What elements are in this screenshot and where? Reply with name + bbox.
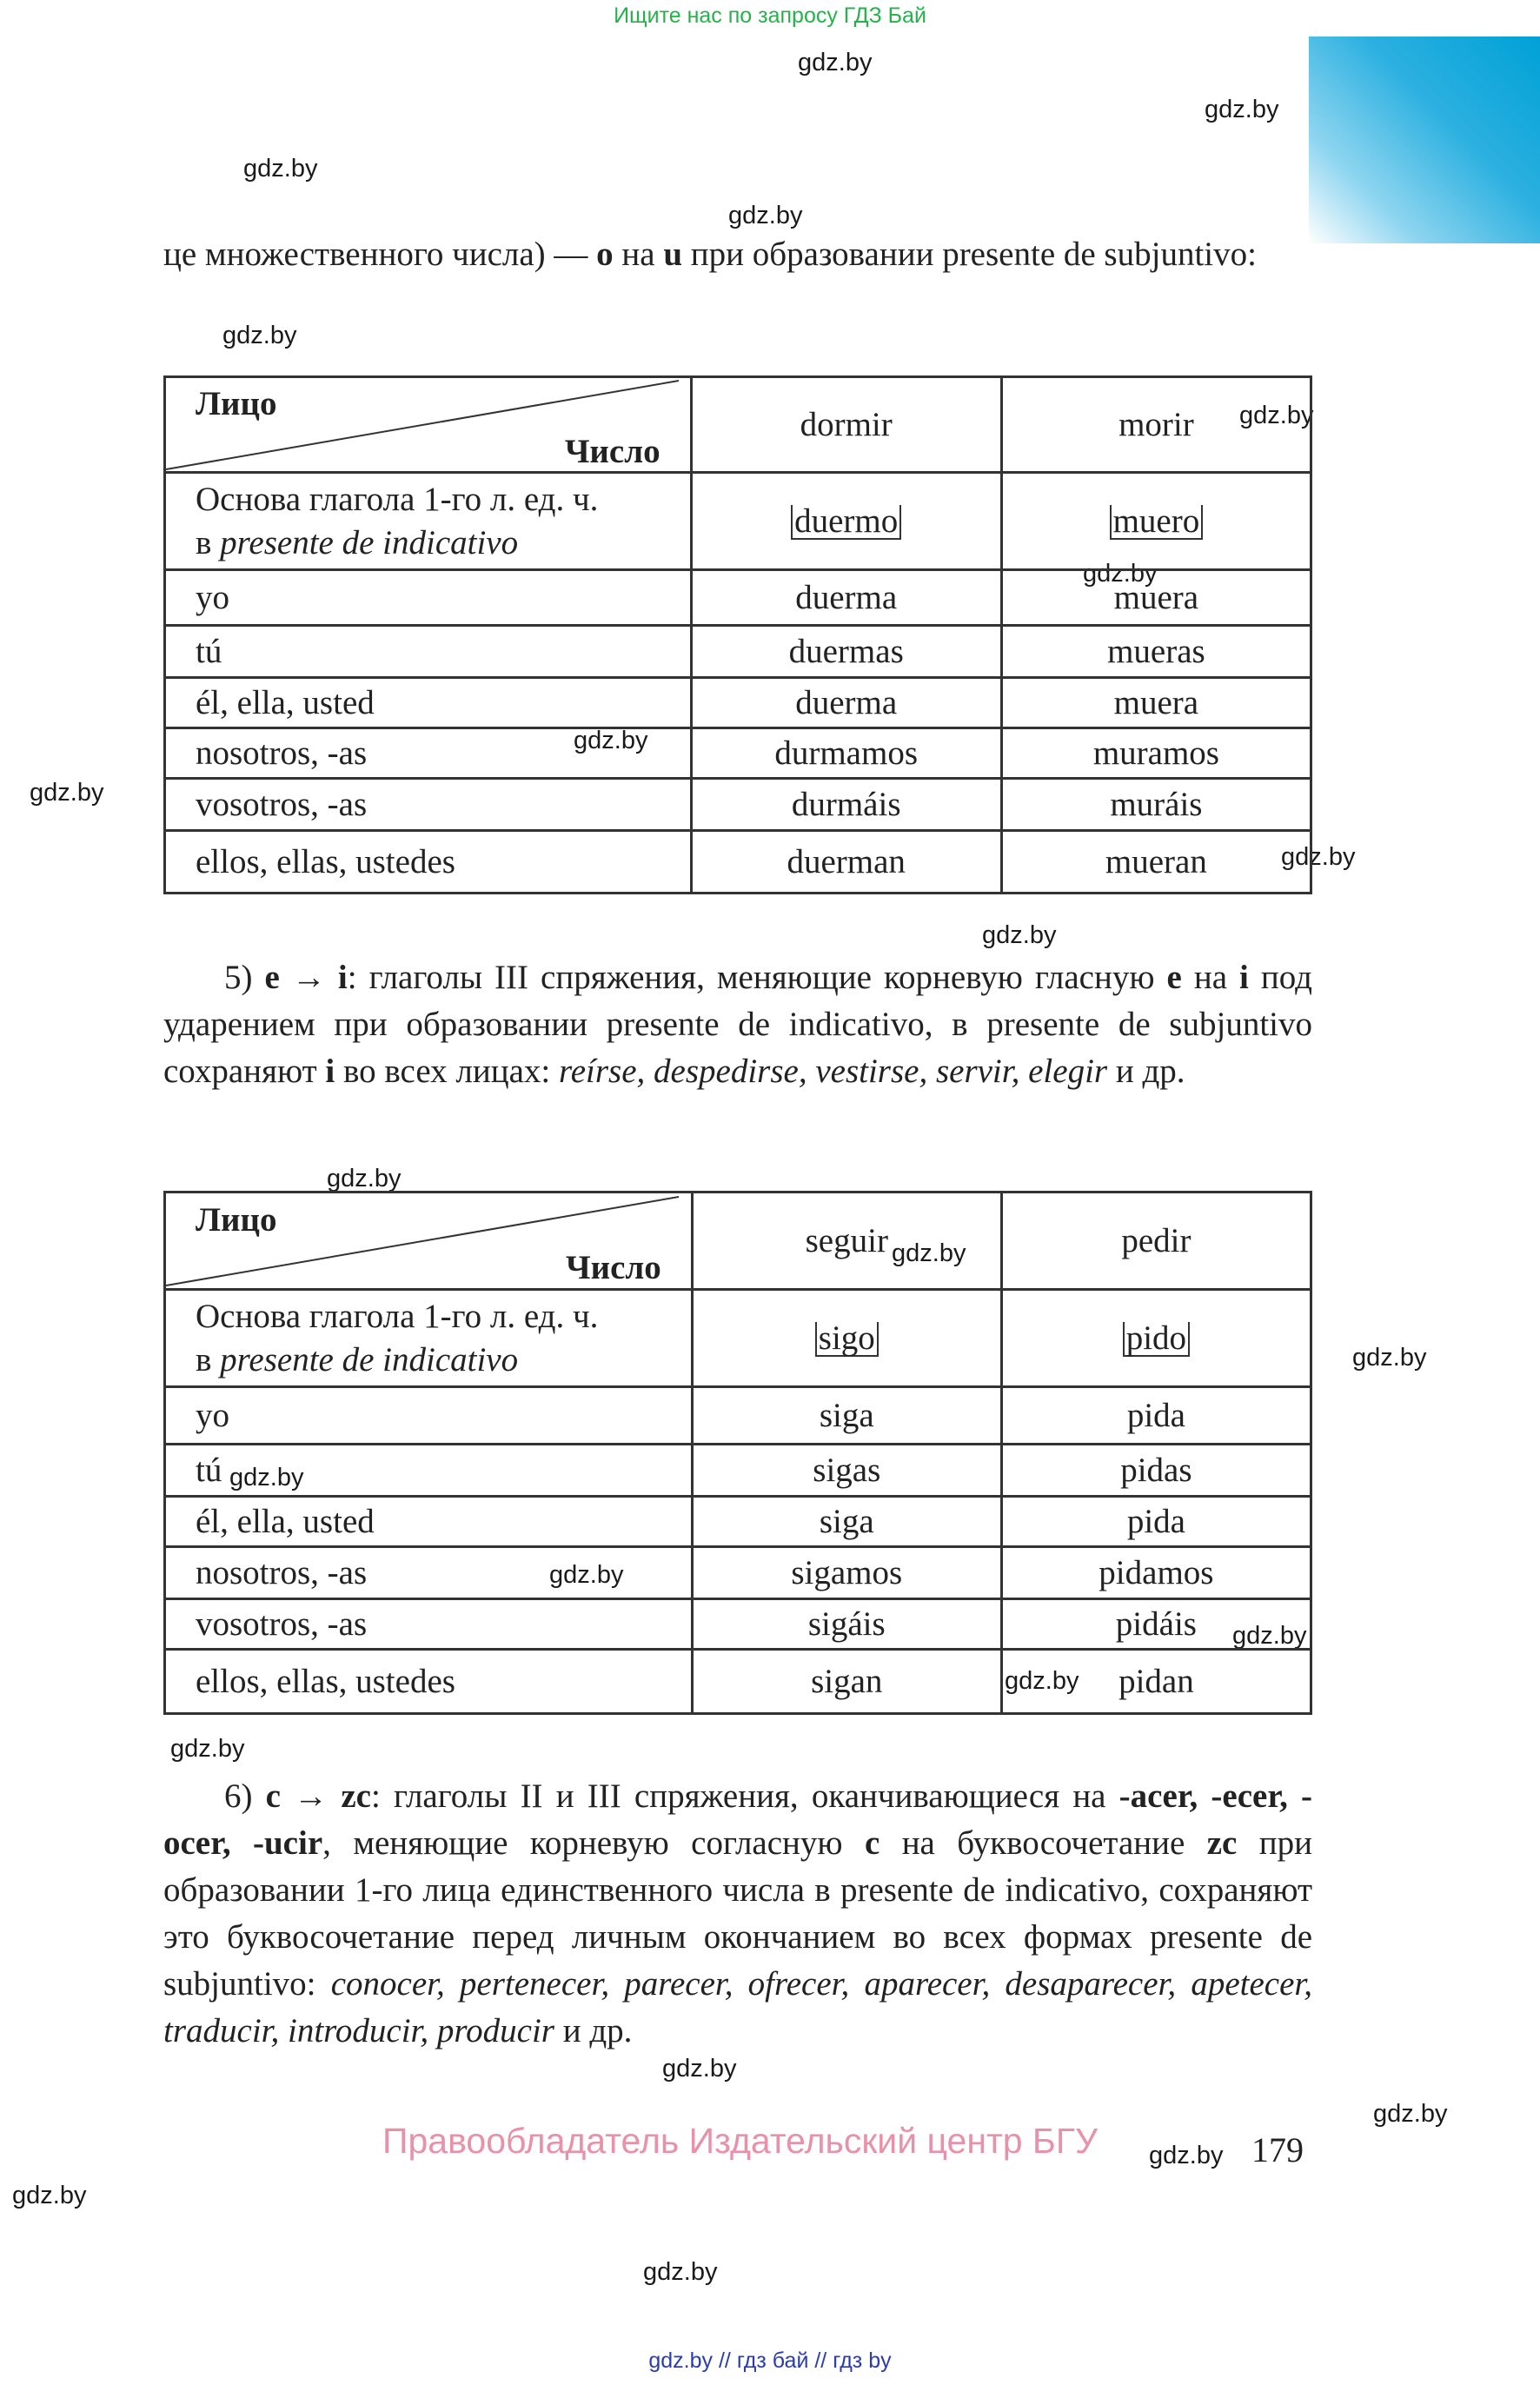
verb-form-cell: sigamos	[692, 1547, 1001, 1599]
conjugation-table-seguir-pedir	[163, 1191, 1312, 1715]
header-corner-cell	[165, 1192, 693, 1290]
watermark: gdz.by	[327, 1165, 402, 1192]
person-cell: él, ella, usted	[165, 1497, 693, 1547]
watermark: gdz.by	[30, 779, 104, 807]
watermark: gdz.by	[1005, 1667, 1079, 1695]
verb-form-cell: mueran	[1001, 831, 1311, 894]
base-stem-2: pido	[1001, 1290, 1311, 1387]
watermark: gdz.by	[549, 1561, 624, 1589]
header-lico: Лицо	[196, 384, 277, 422]
corner-decoration	[1309, 37, 1540, 243]
watermark: gdz.by	[1149, 2142, 1224, 2169]
verb-form-cell: muráis	[1001, 779, 1311, 831]
paragraph-rule-5: 5) e → i: глаголы III спряжения, меняющие корневую гласную e на i под ударением при образовании presente de indicativo, в presente de subjuntivo сохраняют i во всех лицах: reírse, despedirse, vestirse, servir, elegir и др.	[163, 959, 1312, 1090]
verb-form-cell: duerma	[691, 678, 1001, 728]
verb-form-cell: sigas	[692, 1445, 1001, 1497]
verb-form-cell: sigáis	[692, 1599, 1001, 1650]
watermark: gdz.by	[982, 921, 1057, 949]
person-cell: tú	[165, 626, 692, 678]
watermark: gdz.by	[12, 2182, 87, 2209]
person-cell: nosotros, -as	[165, 728, 692, 779]
verb-form-cell: pidáis	[1001, 1599, 1311, 1650]
person-cell: yo	[165, 570, 692, 626]
header-corner-cell	[165, 377, 692, 473]
verb-form-cell: pidan	[1001, 1650, 1311, 1714]
header-chislo: Число	[565, 1248, 661, 1286]
header-verb-2: morir	[1001, 377, 1311, 473]
watermark: gdz.by	[643, 2258, 718, 2286]
page-number: 179	[1251, 2130, 1304, 2169]
top-banner[interactable]: Ищите нас по запросу ГДЗ Бай	[614, 3, 926, 28]
base-row-label: Основа глагола 1-го л. ед. ч. в presente de indicativo	[165, 473, 692, 570]
person-cell: vosotros, -as	[165, 1599, 693, 1650]
base-stem-1: sigo	[692, 1290, 1001, 1387]
base-stem-1: duermo	[691, 473, 1001, 570]
watermark: gdz.by	[1205, 96, 1279, 123]
watermark: gdz.by	[798, 49, 873, 76]
header-verb-1: seguir	[692, 1192, 1001, 1290]
verb-form-cell: pida	[1001, 1497, 1311, 1547]
verb-form-cell: sigan	[692, 1650, 1001, 1714]
verb-form-cell: pidamos	[1001, 1547, 1311, 1599]
watermark: gdz.by	[574, 727, 648, 754]
watermark: gdz.by	[243, 155, 318, 183]
watermark: gdz.by	[1232, 1622, 1307, 1650]
verb-form-cell: muramos	[1001, 728, 1311, 779]
watermark: gdz.by	[1239, 402, 1314, 429]
watermark: gdz.by	[1281, 843, 1356, 871]
watermark: gdz.by	[1373, 2100, 1448, 2128]
verb-form-cell: siga	[692, 1387, 1001, 1445]
watermark: gdz.by	[1352, 1344, 1427, 1372]
header-verb-2: pedir	[1001, 1192, 1311, 1290]
watermark: gdz.by	[892, 1239, 966, 1267]
verb-form-cell: muera	[1001, 678, 1311, 728]
verb-form-cell: pidas	[1001, 1445, 1311, 1497]
person-cell: nosotros, -as	[165, 1547, 693, 1599]
person-cell: ellos, ellas, ustedes	[165, 831, 692, 894]
copyright-footer: Правообладатель Издательский центр БГУ	[382, 2121, 1099, 2161]
verb-form-cell: pida	[1001, 1387, 1311, 1445]
verb-form-cell: duerma	[691, 570, 1001, 626]
person-cell: tú	[165, 1445, 693, 1497]
bottom-links[interactable]: gdz.by // гдз бай // гдз by	[648, 2348, 892, 2373]
person-cell: yo	[165, 1387, 693, 1445]
person-cell: vosotros, -as	[165, 779, 692, 831]
header-chislo: Число	[564, 432, 660, 470]
verb-form-cell: mueras	[1001, 626, 1311, 678]
verb-form-cell: muera	[1001, 570, 1311, 626]
paragraph-rule-6: 6) c → zc: глаголы II и III спряжения, оканчивающиеся на -acer, -ecer, -ocer, -ucir, меняющие корневую согласную c на буквосочетание zc при образовании 1-го лица единственного числа в presente de indicativo, сохраняют это буквосочетание перед личным окончанием во всех формах presente de subjuntivo: conocer, pertenecer, parecer, ofrecer, aparecer, desaparecer, apetecer, traducir, introducir, producir и др.	[163, 1777, 1312, 2050]
watermark: gdz.by	[728, 202, 803, 229]
verb-form-cell: duerman	[691, 831, 1001, 894]
header-lico: Лицо	[196, 1200, 277, 1239]
verb-form-cell: siga	[692, 1497, 1001, 1547]
watermark: gdz.by	[222, 322, 297, 349]
header-verb-1: dormir	[691, 377, 1001, 473]
watermark: gdz.by	[1083, 560, 1158, 588]
paragraph-top: це множественного числа) — o на u при образовании presente de subjuntivo:	[163, 236, 1257, 273]
verb-form-cell: duermas	[691, 626, 1001, 678]
verb-form-cell: durmamos	[691, 728, 1001, 779]
person-cell: ellos, ellas, ustedes	[165, 1650, 693, 1714]
conjugation-table-dormir-morir	[163, 375, 1312, 894]
watermark: gdz.by	[170, 1735, 245, 1763]
watermark: gdz.by	[229, 1464, 304, 1491]
base-row-label: Основа глагола 1-го л. ед. ч. в presente de indicativo	[165, 1290, 693, 1387]
verb-form-cell: durmáis	[691, 779, 1001, 831]
person-cell: él, ella, usted	[165, 678, 692, 728]
base-stem-2: muero	[1001, 473, 1311, 570]
watermark: gdz.by	[662, 2055, 737, 2083]
